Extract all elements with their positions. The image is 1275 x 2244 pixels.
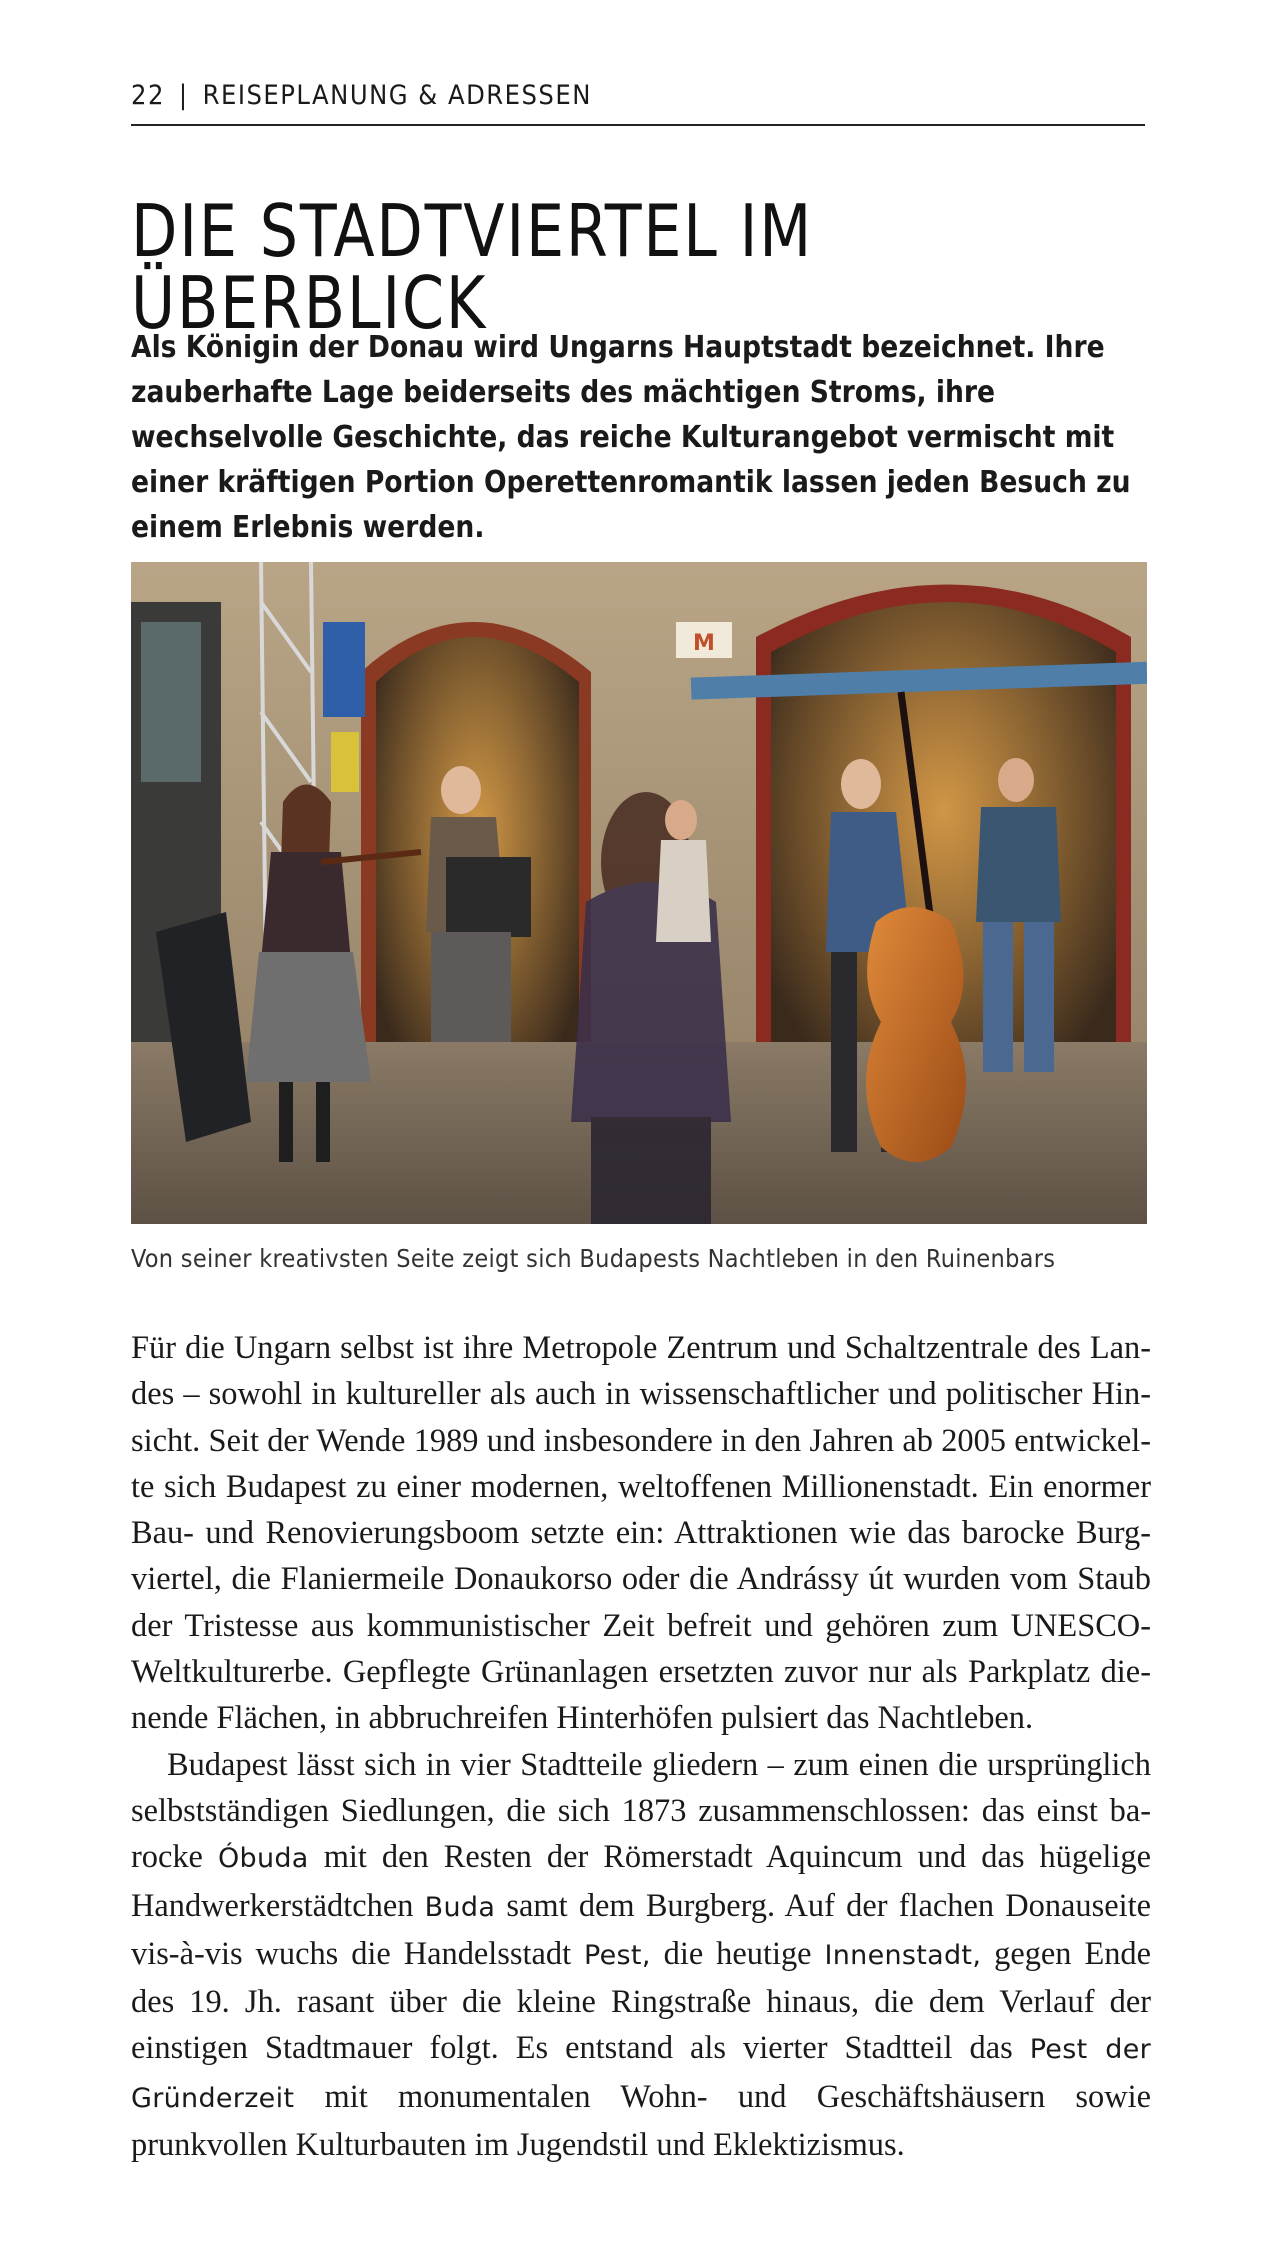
text-run: die heutige [650, 1935, 825, 1972]
body-paragraph-2 [131, 1742, 1151, 2169]
photo-caption: Von seiner kreativsten Seite zeigt sich Budapests Nachtleben in den Ruinenbars [131, 1244, 1056, 1273]
body-text [131, 1325, 1151, 2168]
photo-sign-letter: M [693, 631, 715, 656]
district-pest: Pest, [584, 1939, 651, 1971]
header-separator: | [178, 80, 189, 111]
district-buda: Buda [424, 1891, 496, 1923]
section-title: REISEPLANUNG & ADRESSEN [202, 80, 592, 111]
page-number: 22 [131, 80, 165, 111]
photo-illustration [131, 562, 1147, 1224]
page-title: DIE STADTVIERTEL IM ÜBERBLICK [131, 189, 814, 345]
text-run: Budapest lässt sich in vier Stadtteile gliedern – zum einen die ursprünglich selbstständigen Siedlungen, die sich 1873 zusammenschlossen: das einst barocke [131, 1746, 1151, 1876]
lead-paragraph: Als Königin der Donau wird Ungarns Hauptstadt bezeichnet. Ihre zauberhafte Lage beiderseits des mächtigen Stroms, ihre wechselvolle Geschichte, das reiche Kulturangebot vermischt mit einer kräftigen Portion Operettenromantik lassen jeden Besuch zu einem Erlebnis werden. [131, 330, 1131, 545]
district-pest-gruenderzeit: Pest der Gründerzeit [131, 2034, 1152, 2114]
ruin-bar-photo [131, 562, 1147, 1224]
district-obuda: Óbuda [217, 1843, 309, 1875]
text-run: samt dem Burgberg. Auf der flachen Donauseite vis-à-vis wuchs die Handelsstadt [131, 1887, 1151, 1972]
text-run: mit den Resten der Römerstadt Aquincum und das hügelige Handwerkerstädtchen [131, 1839, 1152, 1924]
text-run: gegen Ende des 19. Jh. rasant über die kleine Ringstraße hinaus, die dem Verlauf der einstigen Stadtmauer folgt. Es entstand als vierter Stadtteil das [131, 1935, 1152, 2067]
district-innenstadt: Innenstadt, [824, 1939, 982, 1971]
running-header [131, 80, 1145, 126]
text-run: mit monumentalen Wohn- und Geschäftshäusern sowie prunkvollen Kulturbauten im Jugendstil und Eklektizismus. [131, 2078, 1151, 2164]
body-paragraph-1: Für die Ungarn selbst ist ihre Metropole Zentrum und Schaltzentrale des Landes – sowohl in kultureller als auch in wissenschaftlicher und politischer Hinsicht. Seit der Wende 1989 und insbesondere in den Jahren ab 2005 entwickelte sich Budapest zu einer modernen, weltoffenen Millionenstadt. Ein enormer Bau- und Renovierungsboom setzte ein: Attraktionen wie das barocke Burgviertel, die Flaniermeile Donaukorso oder die Andrássy út wurden vom Staub der Tristesse aus kommunistischer Zeit befreit und gehören zum UNESCO-Weltkulturerbe. Gepflegte Grünanlagen ersetzten zuvor nur als Parkplatz dienende Flächen, in abbruchreifen Hinterhöfen pulsiert das Nachtleben. [131, 1330, 1151, 1737]
